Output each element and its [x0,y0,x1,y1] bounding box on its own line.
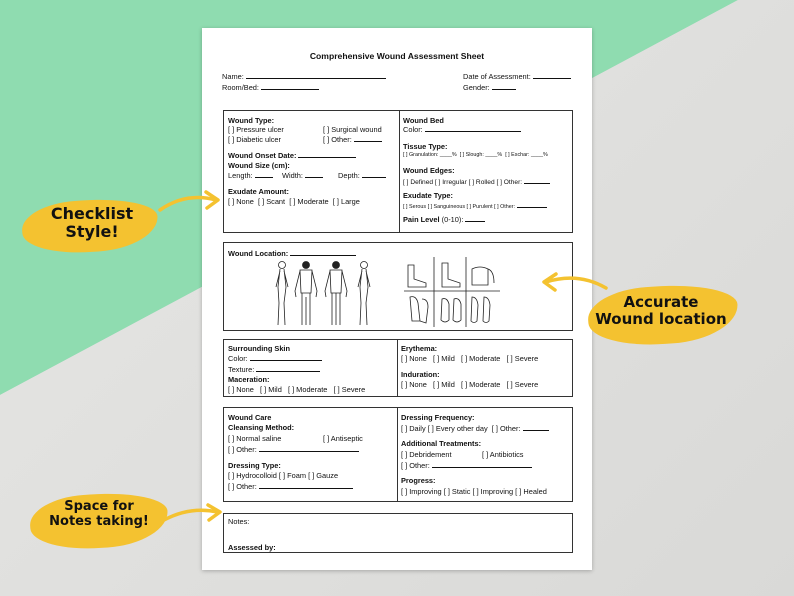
exudate-type-options[interactable]: [ ] Serous [ ] Sanguineous [ ] Purulent [ ] Other: [403,202,547,210]
checkbox-surgical-wound[interactable]: [ ] Surgical wound [323,125,382,134]
erythema-options[interactable]: [ ] None [ ] Mild [ ] Moderate [ ] Severe [401,354,539,363]
skin-color-field[interactable]: Color: [228,355,322,362]
erythema-label: Erythema: [401,344,438,353]
divider [397,408,398,501]
wound-care-box [223,407,573,502]
arrow-icon [160,500,224,526]
additional-other-field[interactable]: [ ] Other: [401,462,532,469]
exudate-amount-label: Exudate Amount: [228,187,289,196]
assessment-sheet [202,28,592,570]
wound-location-field[interactable]: Wound Location: [228,250,356,257]
checkbox-pressure-ulcer[interactable]: [ ] Pressure ulcer [228,125,284,134]
maceration-options[interactable]: [ ] None [ ] Mild [ ] Moderate [ ] Severe [228,385,366,394]
checkbox-diabetic-ulcer[interactable]: [ ] Diabetic ulcer [228,135,281,144]
dressing-type-label: Dressing Type: [228,461,281,470]
exudate-type-label: Exudate Type: [403,191,453,200]
wound-edges-options[interactable]: [ ] Defined [ ] Irregular [ ] Rolled [ ] Other: [403,178,550,187]
tissue-type-label: Tissue Type: [403,142,448,151]
arrow-icon [538,266,610,296]
callout-checklist: Checklist Style! [50,204,134,242]
wound-location-box [223,242,573,331]
checkbox-wound-type-other[interactable]: [ ] Other: [323,136,382,143]
callout-notes: Space for Notes taking! [49,499,149,529]
wound-onset-date-field[interactable]: Wound Onset Date: [228,152,356,159]
room-bed-field[interactable]: Room/Bed: [222,84,319,91]
length-field[interactable]: Length: [228,172,273,179]
wound-details-box [223,110,573,233]
arrow-icon [156,184,222,214]
notes-box[interactable] [223,513,573,553]
dressing-frequency-options[interactable]: [ ] Daily [ ] Every other day [ ] Other: [401,425,549,432]
depth-field[interactable]: Depth: [338,172,386,179]
body-figure-icon[interactable] [272,257,382,331]
callout-wound-location: Accurate Wound location [595,293,727,329]
gender-field[interactable]: Gender: [463,84,516,91]
dressing-frequency-label: Dressing Frequency: [401,413,475,422]
dressing-type-options[interactable]: [ ] Hydrocolloid [ ] Foam [ ] Gauze [228,471,339,480]
wound-bed-color-field[interactable]: Color: [403,126,521,133]
sheet-title: Comprehensive Wound Assessment Sheet [309,51,485,61]
surrounding-skin-label: Surrounding Skin [228,344,290,353]
cleansing-method-label: Cleansing Method: [228,423,295,432]
additional-treatments-label: Additional Treatments: [401,439,482,448]
checkbox-antiseptic[interactable]: [ ] Antiseptic [323,434,363,443]
wound-type-label: Wound Type: [228,116,275,125]
divider [397,340,398,396]
checkbox-debridement[interactable]: [ ] Debridement [401,450,452,459]
exudate-amount-options[interactable]: [ ] None [ ] Scant [ ] Moderate [ ] Large [228,197,360,206]
tissue-type-options[interactable]: [ ] Granulation: ____% [ ] Slough: ____% [ ] Eschar: ____% [403,152,548,158]
progress-options[interactable]: [ ] Improving [ ] Static [ ] Improving [ ] Healed [401,487,547,496]
checkbox-antibiotics[interactable]: [ ] Antibiotics [482,450,524,459]
skin-texture-field[interactable]: Texture: [228,366,320,373]
maceration-label: Maceration: [228,375,270,384]
pain-level-field[interactable]: Pain Level (0-10): [403,216,485,223]
wound-bed-label: Wound Bed [403,116,444,125]
surrounding-skin-box [223,339,573,397]
name-field[interactable]: Name: [222,73,386,80]
wound-size-label: Wound Size (cm): [228,161,290,170]
dressing-other-field[interactable]: [ ] Other: [228,483,353,490]
width-field[interactable]: Width: [282,172,323,179]
induration-options[interactable]: [ ] None [ ] Mild [ ] Moderate [ ] Severe [401,380,539,389]
wound-edges-label: Wound Edges: [403,166,455,175]
assessed-by-label: Assessed by: [228,543,276,552]
divider [399,111,400,232]
progress-label: Progress: [401,476,436,485]
foot-diagram-icon[interactable] [404,257,504,327]
checkbox-normal-saline[interactable]: [ ] Normal saline [228,434,282,443]
wound-care-label: Wound Care [228,413,272,422]
notes-label: Notes: [228,517,250,526]
date-of-assessment-field[interactable]: Date of Assessment: [463,73,571,80]
induration-label: Induration: [401,370,440,379]
cleansing-other-field[interactable]: [ ] Other: [228,446,359,453]
